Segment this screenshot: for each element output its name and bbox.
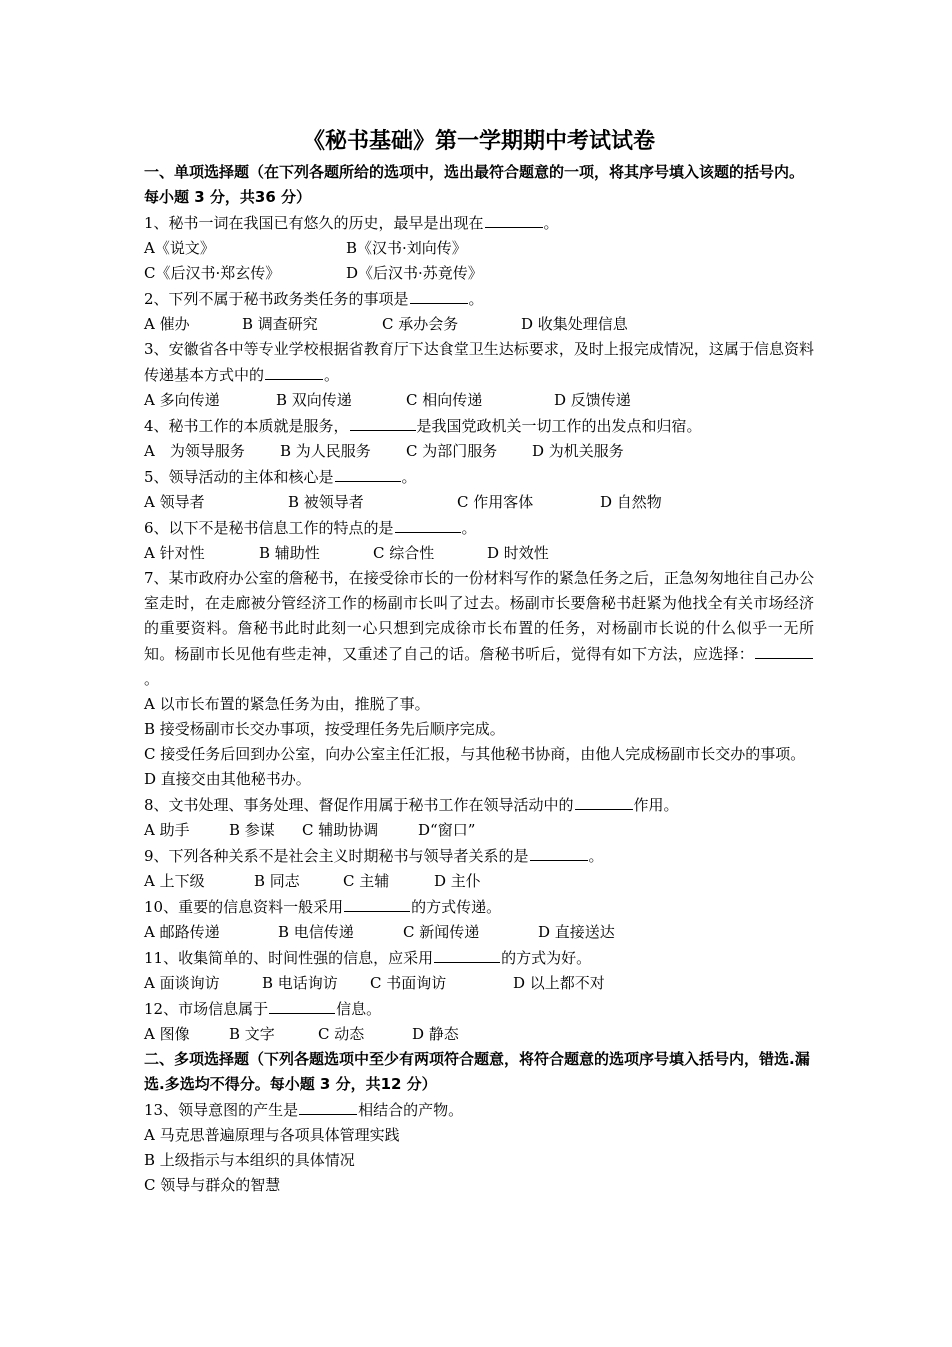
option-a: A 马克思普遍原理与各项具体管理实践 [144, 1126, 400, 1144]
option-d: D 静态 [412, 1025, 459, 1043]
option-b: B 参谋 [229, 821, 275, 839]
option-d: D《后汉书·苏竟传》 [346, 264, 483, 282]
option-c: C 主辅 [343, 872, 390, 890]
option-a: A 为领导服务 [144, 442, 245, 460]
answer-blank [575, 792, 633, 810]
options-1 [144, 236, 814, 261]
option-b: B《汉书·刘向传》 [346, 239, 467, 257]
question-8: 8、文书处理、事务处理、督促作用属于秘书工作在领导活动中的 作用。 [144, 792, 814, 818]
option-a: A 针对性 [144, 544, 205, 562]
answer-blank [344, 894, 410, 912]
options-5 [144, 490, 814, 515]
options-11 [144, 971, 814, 996]
option-b: B 电信传递 [278, 923, 354, 941]
option-c: C 辅助协调 [302, 821, 379, 839]
answer-blank [530, 843, 588, 861]
answer-blank [269, 996, 335, 1014]
answer-blank [434, 945, 500, 963]
option-b: B 辅助性 [259, 544, 320, 562]
answer-blank [395, 515, 461, 533]
option-b: B 接受杨副市长交办事项，按受理任务先后顺序完成。 [144, 720, 505, 738]
options-2 [144, 312, 814, 337]
answer-blank [350, 413, 416, 431]
question-11: 11、收集简单的、时间性强的信息，应采用 的方式为好。 [144, 945, 814, 971]
question-4: 4、秘书工作的本质就是服务， 是我国党政机关一切工作的出发点和归宿。 [144, 413, 814, 439]
option-a: A 上下级 [144, 872, 205, 890]
answer-blank [299, 1097, 357, 1115]
option-a: A 助手 [144, 821, 190, 839]
option-d: D 自然物 [600, 493, 662, 511]
option-b: B 为人民服务 [280, 442, 371, 460]
options-10 [144, 920, 814, 945]
options-3 [144, 388, 814, 413]
answer-blank [265, 362, 323, 380]
answer-blank [410, 286, 468, 304]
option-c: C 接受任务后回到办公室，向办公室主任汇报，与其他秘书协商，由他人完成杨副市长交办的事项。 [144, 745, 806, 763]
option-a: A《说文》 [144, 239, 215, 257]
option-d: D 时效性 [487, 544, 549, 562]
question-1: 1、秘书一词在我国已有悠久的历史，最早是出现在 。 [144, 210, 814, 236]
option-c: C 作用客体 [457, 493, 534, 511]
question-7: 7、某市政府办公室的詹秘书，在接受徐市长的一份材料写作的紧急任务之后，正急匆匆地往自己办公室走时，在走廊被分管经济工作的杨副市长叫了过去。杨副市长要詹秘书赶紧为他找全有关市场经济的重要资料。詹秘书此时此刻一心只想到完成徐市长布置的任务，对杨副市长说的什么似乎一无所知。杨副市长见他有些走神，又重述了自己的话。詹秘书听后，觉得有如下方法，应选择：。 [144, 569, 814, 688]
option-c: C 书面询访 [370, 974, 447, 992]
option-c: C 领导与群众的智慧 [144, 1176, 281, 1194]
option-d: D 为机关服务 [532, 442, 624, 460]
section-2-heading: 二、多项选择题（下列各题选项中至少有两项符合题意，将符合题意的选项序号填入括号内，错选.漏选.多选均不得分。每小题 3 分，共12 分） [144, 1050, 810, 1093]
option-a: A 催办 [144, 315, 190, 333]
options-1b [144, 261, 814, 286]
answer-blank [485, 210, 543, 228]
option-d: D 收集处理信息 [521, 315, 628, 333]
answer-blank [335, 464, 401, 482]
option-d: D“窗口” [418, 821, 476, 839]
option-d: D 反馈传递 [554, 391, 631, 409]
option-c: C《后汉书·郑玄传》 [144, 264, 281, 282]
option-c: C 为部门服务 [406, 442, 498, 460]
options-12 [144, 1022, 814, 1047]
question-12: 12、市场信息属于 信息。 [144, 996, 814, 1022]
option-b: B 上级指示与本组织的具体情况 [144, 1151, 355, 1169]
section-1-heading: 一、单项选择题（在下列各题所给的选项中，选出最符合题意的一项，将其序号填入该题的括号内。每小题 3 分，共36 分） [144, 163, 805, 206]
question-6: 6、以下不是秘书信息工作的特点的是 。 [144, 515, 814, 541]
option-c: C 动态 [318, 1025, 365, 1043]
exam-title: 《秘书基础》第一学期期中考试试卷 [302, 128, 655, 154]
option-b: B 双向传递 [276, 391, 352, 409]
option-c: C 新闻传递 [403, 923, 480, 941]
option-d: D 以上都不对 [513, 974, 605, 992]
option-b: B 被领导者 [288, 493, 364, 511]
option-a: A 面谈询访 [144, 974, 220, 992]
option-b: B 文字 [229, 1025, 275, 1043]
option-d: D 直接送达 [538, 923, 615, 941]
options-8 [144, 818, 814, 843]
option-c: C 相向传递 [406, 391, 483, 409]
question-5: 5、领导活动的主体和核心是 。 [144, 464, 814, 490]
option-b: B 电话询访 [262, 974, 338, 992]
answer-blank [755, 641, 813, 659]
exam-content [144, 126, 814, 1198]
option-c: C 承办会务 [382, 315, 459, 333]
option-b: B 调查研究 [242, 315, 318, 333]
options-6 [144, 541, 814, 566]
question-10: 10、重要的信息资料一般采用 的方式传递。 [144, 894, 814, 920]
question-13: 13、领导意图的产生是 相结合的产物。 [144, 1097, 814, 1123]
option-a: A 图像 [144, 1025, 190, 1043]
option-b: B 同志 [254, 872, 300, 890]
question-2: 2、下列不属于秘书政务类任务的事项是 。 [144, 286, 814, 312]
options-4 [144, 439, 814, 464]
option-c: C 综合性 [373, 544, 435, 562]
option-a: A 领导者 [144, 493, 205, 511]
option-a: A 以市长布置的紧急任务为由，推脱了事。 [144, 695, 430, 713]
question-9: 9、下列各种关系不是社会主义时期秘书与领导者关系的是 。 [144, 843, 814, 869]
option-d: D 主仆 [434, 872, 481, 890]
options-9 [144, 869, 814, 894]
question-3: 3、安徽省各中等专业学校根据省教育厅下达食堂卫生达标要求，及时上报完成情况，这属于信息资料传递基本方式中的 。 [144, 340, 814, 384]
option-d: D 直接交由其他秘书办。 [144, 770, 311, 788]
option-a: A 多向传递 [144, 391, 220, 409]
option-a: A 邮路传递 [144, 923, 220, 941]
